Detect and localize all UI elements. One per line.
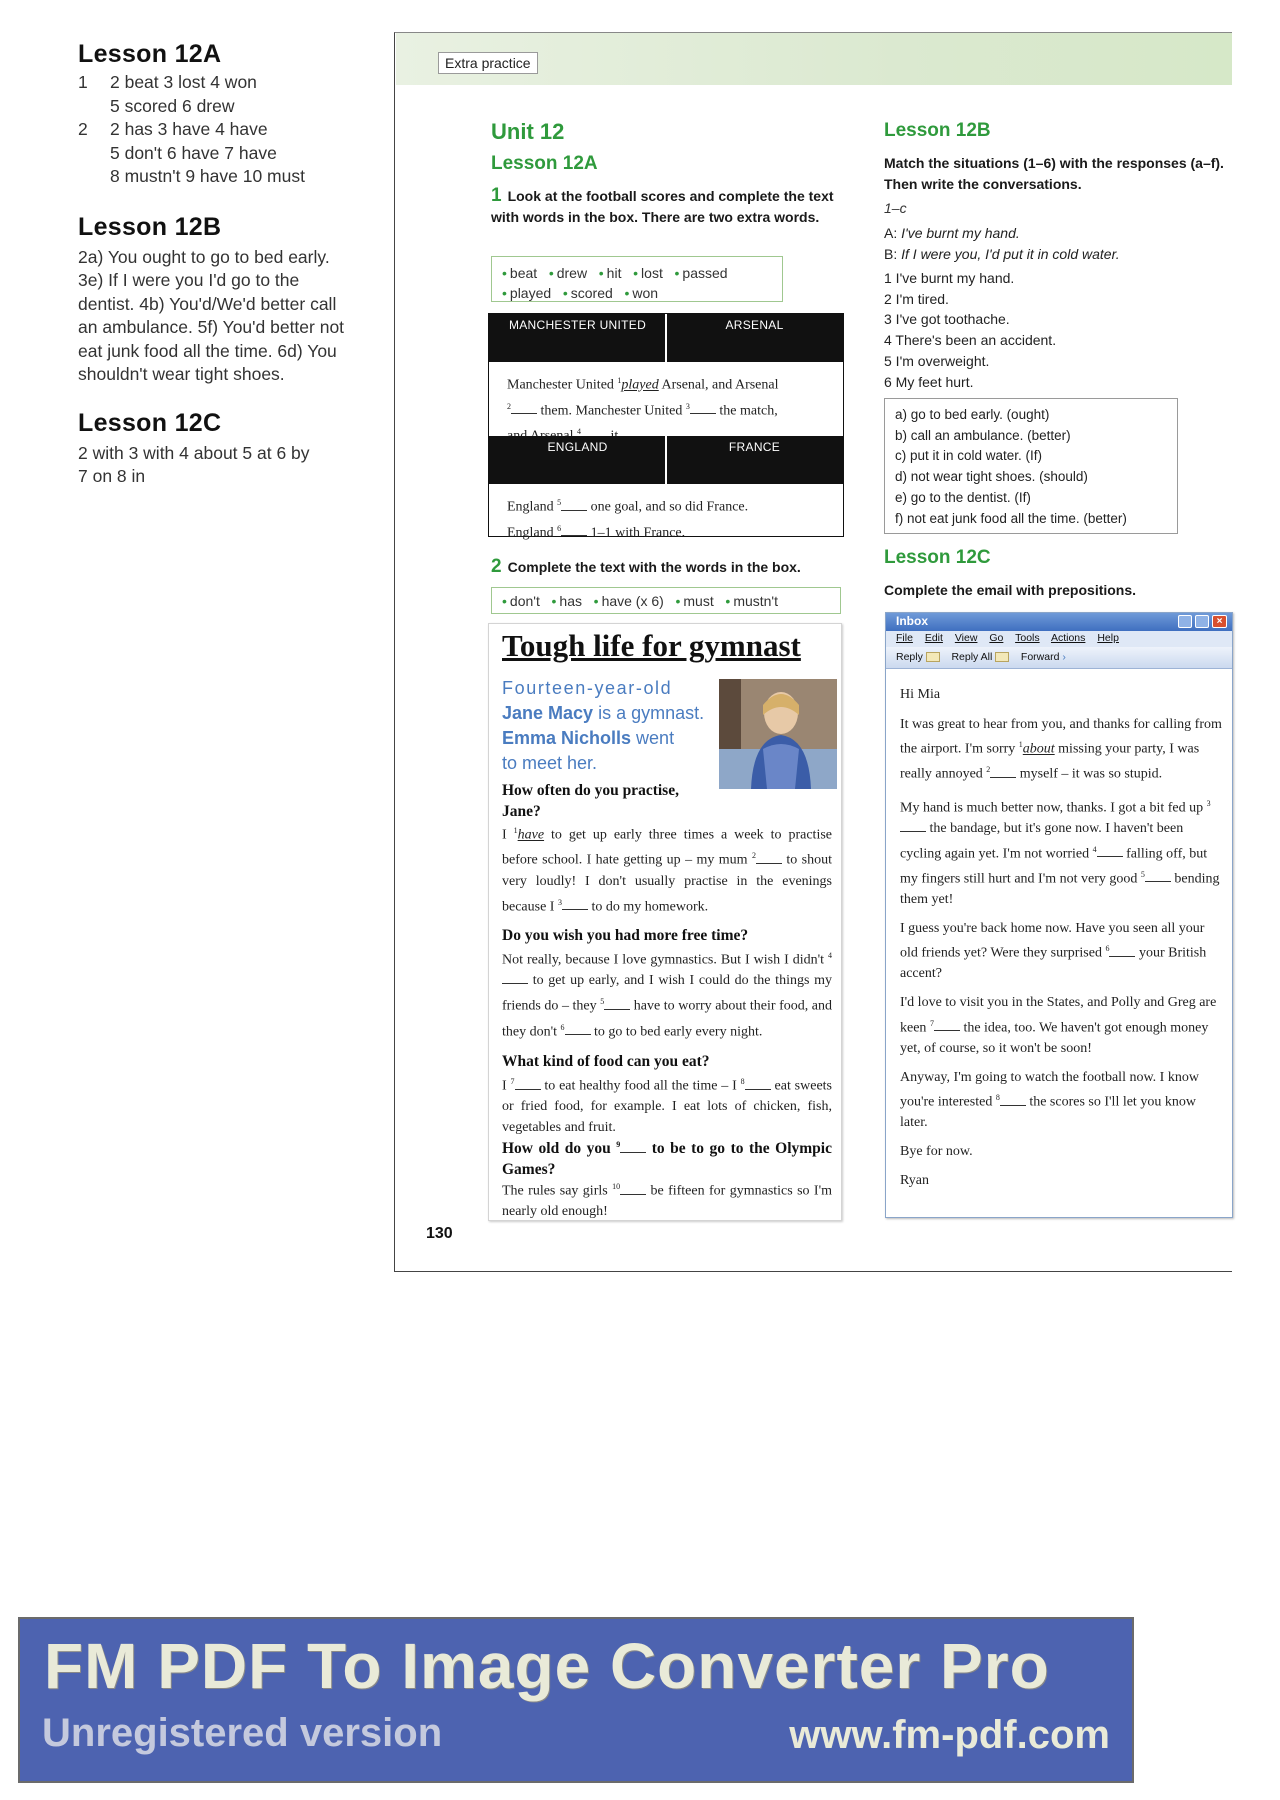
menu-view[interactable]: View (954, 632, 978, 644)
example-answer: 1–c (884, 200, 907, 216)
unit-title: Unit 12 (491, 119, 565, 144)
match-1-text: Manchester United $^1$played Arsenal, and Arsenal $^2$ them. Manchester United $^3$ the match, $^4$ (507, 370, 831, 447)
list-item: 2 I'm tired. (884, 290, 949, 307)
gymnast-photo (719, 679, 837, 789)
answer-12a-item2-line3: 8 mustn't 9 have 10 must (110, 166, 305, 186)
email-paragraph-1: It was great to hear from you, and thanks for calling from the airport. I'm sorry $^1$about missing your party, I was really annoyed $^2$ myself – it was so stupid. (900, 716, 1222, 783)
question-1: How often do you practise, Jane? (502, 782, 679, 820)
answer-12b-text: 2a) You ought to go to bed early. 3e) If I were you I'd go to the dentist. 4b) You'd/We'd better call an ambulance. 5f) You'd better not eat junk food all the time. 6d) You shouldn't wear tight shoes. (78, 246, 345, 384)
responses-box (884, 398, 1178, 534)
question-4: How old do you $^9$ to be to go to the Olympic Games? (502, 1140, 832, 1179)
email-greeting: Hi Mia (900, 687, 941, 702)
close-icon[interactable]: × (1212, 615, 1227, 628)
email-closing: Bye for now. (900, 1143, 973, 1159)
situations-list (884, 268, 1184, 392)
exercise-2-word-box: • don't • has • have (x 6) • must • mustn't (491, 587, 841, 614)
watermark-subtitle: Unregistered version (42, 1711, 443, 1755)
email-title-bar (886, 613, 1232, 631)
table-header-1: MANCHESTER UNITED ARSENAL (489, 314, 843, 336)
gymnast-article (488, 623, 842, 1221)
menu-file[interactable]: File (896, 632, 913, 644)
answer-key (78, 40, 368, 489)
answer-2: Not really, because I love gymnastics. But I wish I didn't $^4$ to get up early, and I wish I could do the things my friends do – they $^5$ have to worry about their food, and they don't $^6$ to go to bed early every night. (502, 951, 833, 1040)
extra-practice-tab: Extra practice (438, 52, 538, 74)
email-window (885, 612, 1233, 1218)
menu-help[interactable]: Help (1097, 632, 1119, 644)
lesson-12b-title: Lesson 12B (884, 120, 991, 141)
envelope-icon (995, 652, 1009, 662)
answer-12a-item2-line2: 5 don't 6 have 7 have (110, 142, 277, 163)
email-paragraph-2: My hand is much better now, thanks. I got a bit fed up $^3$ the bandage, but it's gone now. I haven't been cycling again yet. I'm not worried $^4$ falling off, but my fingers still hurt and I'm not very good $^5$ bending them yet! (900, 798, 1220, 908)
list-item: b) call an ambulance. (better) (895, 427, 1071, 443)
reply-button[interactable]: Reply (896, 651, 940, 663)
reply-all-button[interactable]: Reply All (951, 651, 1009, 663)
menu-go[interactable]: Go (989, 632, 1004, 644)
list-item: f) not eat junk food all the time. (better) (895, 510, 1127, 526)
word-box-row2: • played • scored • won (502, 285, 659, 301)
answer-key-12b-title: Lesson 12B (78, 212, 222, 241)
football-scores-table (488, 313, 844, 541)
list-item: 1 I've burnt my hand. (884, 270, 1015, 286)
minimize-icon[interactable] (1178, 615, 1192, 628)
email-body (900, 685, 1222, 1191)
email-toolbar (886, 647, 1232, 669)
answer-12a-item1-line2: 5 scored 6 drew (110, 95, 235, 116)
lesson-12c-instruction: Complete the email with prepositions. (884, 582, 1137, 598)
answer-key-12a-title: Lesson 12A (78, 40, 222, 68)
article-intro: Fourteen-year-old Jane Macy is a gymnast. Emma Nicholls went to meet her. (502, 678, 705, 773)
word-box-row1: • beat • drew • hit • lost • passed (502, 265, 728, 281)
list-item: 6 My feet hurt. (884, 373, 974, 390)
email-paragraph-5: Anyway, I'm going to watch the football now. I know you're interested $^8$ the scores so I'll let you know later. (900, 1069, 1199, 1131)
lesson-12c-title: Lesson 12C (884, 547, 991, 568)
email-menu-bar (886, 631, 1232, 647)
list-item: 4 There's been an accident. (884, 332, 1057, 349)
envelope-icon (926, 652, 940, 662)
watermark-banner (18, 1617, 1134, 1783)
example-conversation: A: I've burnt my hand. B: If I were you, I'd put it in cold water. (884, 225, 1120, 262)
question-3: What kind of food can you eat? (502, 1053, 710, 1070)
match-2-text: England $^5$ one goal, and so did France. England $^6$ 1–1 with France. (507, 498, 749, 541)
answer-4: The rules say girls $^{10}$ be fifteen for gymnastics so I'm nearly old enough! (502, 1182, 833, 1220)
menu-actions[interactable]: Actions (1050, 632, 1086, 644)
exercise-2-instruction: 2 Complete the text with the words in the box. (491, 556, 801, 577)
list-item: 5 I'm overweight. (884, 352, 990, 369)
lesson-12b-instruction: Match the situations (1–6) with the responses (a–f). Then write the conversations. (884, 155, 1224, 192)
lesson-12a-title: Lesson 12A (491, 153, 598, 174)
question-2: Do you wish you had more free time? (502, 927, 749, 944)
answer-12c-line2: 7 on 8 in (78, 466, 146, 486)
email-paragraph-4: I'd love to visit you in the States, and Polly and Greg are keen $^7$ the idea, too. We haven't got enough money yet, of course, so it won't be soon! (900, 995, 1217, 1056)
answer-1: I $^1$have to get up early three times a week to practise before school. I hate getting up – my mum $^2$ to shout very loudly! I don't usually practise in the evenings because I $^3$ to do my homework. (502, 826, 832, 915)
page-number: 130 (426, 1225, 453, 1242)
forward-button[interactable]: Forward › (1020, 651, 1066, 663)
answer-key-12c-title: Lesson 12C (78, 408, 222, 437)
answer-12a-item2: 2 2 has 3 have 4 have (78, 119, 268, 139)
answer-3: I $^7$ to eat healthy food all the time – I $^8$ eat sweets or fried food, for example. I eat lots of chicken, fish, vegetables and fruit. (502, 1077, 832, 1136)
menu-tools[interactable]: Tools (1015, 632, 1040, 644)
answer-12c-line1: 2 with 3 with 4 about 5 at 6 by (78, 442, 310, 463)
exercise-1-word-box (491, 256, 783, 302)
email-signature: Ryan (900, 1172, 929, 1188)
exercise-1-instruction: 1 Look at the football scores and complete the text with words in the box. There are two extra words. (491, 185, 834, 225)
watermark-title: FM PDF To Image Converter Pro (44, 1630, 1050, 1702)
list-item: d) not wear tight shoes. (should) (895, 469, 1088, 485)
answer-12a-item1: 1 2 beat 3 lost 4 won (78, 72, 257, 92)
table-header-2: ENGLAND FRANCE (489, 436, 843, 458)
email-paragraph-3: I guess you're back home now. Have you seen all your old friends yet? Were they surprised $^6$ your British accent? (900, 920, 1207, 982)
list-item: c) put it in cold water. (If) (895, 448, 1043, 464)
menu-edit[interactable]: Edit (924, 632, 943, 644)
article-title: Tough life for gymnast (502, 628, 801, 663)
email-window-title: Inbox (896, 614, 928, 628)
list-item: e) go to the dentist. (If) (895, 489, 1031, 505)
watermark-url: www.fm-pdf.com (789, 1713, 1110, 1757)
arrow-right-icon: › (1062, 651, 1066, 663)
list-item: a) go to bed early. (ought) (895, 407, 1050, 422)
maximize-icon[interactable] (1195, 615, 1209, 628)
list-item: 3 I've got toothache. (884, 311, 1010, 328)
